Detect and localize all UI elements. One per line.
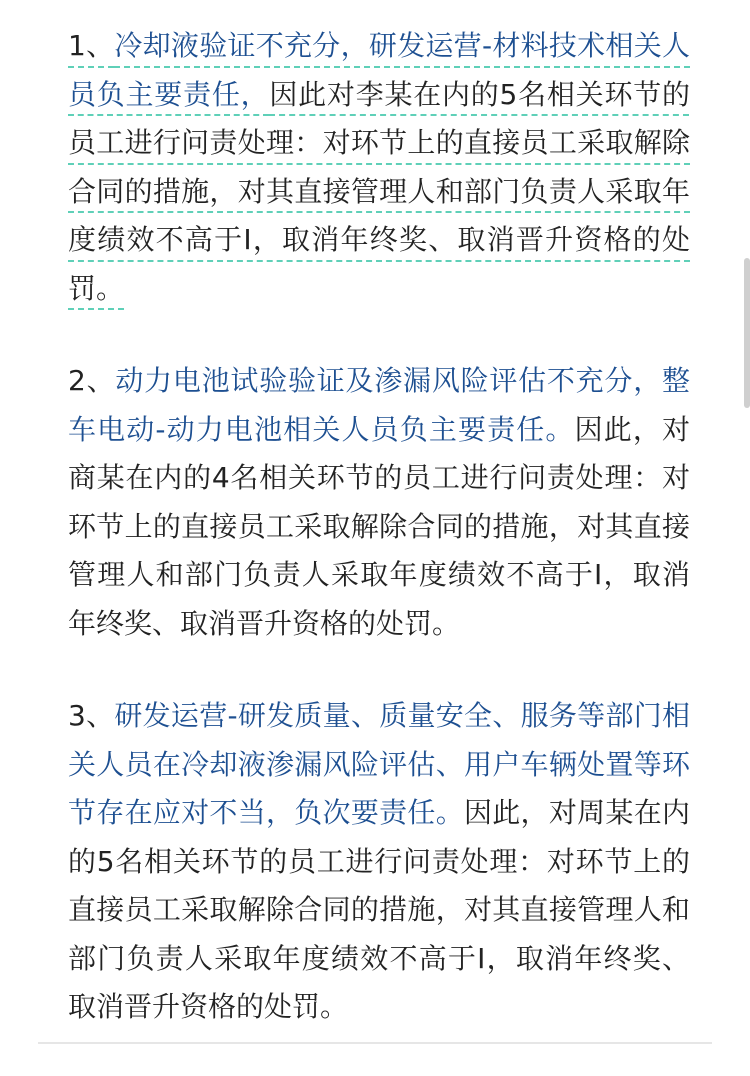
paragraph-1 [68,22,690,313]
paragraph-1-highlight: 冷却液验证不充分，研发运营-材料技术相关人员负主要责任， [68,29,690,111]
paragraph-2-highlight: 动力电池试验验证及渗漏风险评估不充分，整车电动-动力电池相关人员负主要责任。 [68,364,690,446]
paragraph-1-text: 因此对李某在内的5名相关环节的员工进行问责处理：对环节上的直接员工采取解除合同的措施，对其直接管理人和部门负责人采取年度绩效不高于I，取消年终奖、取消晋升资格的处罚。 [68,77,690,305]
paragraph-2-text: 因此，对商某在内的4名相关环节的员工进行问责处理：对环节上的直接员工采取解除合同的措施，对其直接管理人和部门负责人采取年度绩效不高于I，取消年终奖、取消晋升资格的处罚。 [68,412,690,640]
paragraph-1-number: 1、 [68,29,115,62]
paragraph-3 [68,692,690,1032]
paragraph-2 [68,357,690,648]
paragraph-3-number: 3、 [68,699,115,732]
article-body [68,22,690,1076]
paragraph-3-highlight: 研发运营-研发质量、质量安全、服务等部门相关人员在冷却液渗漏风险评估、用户车辆处置等环节存在应对不当，负次要责任。 [68,699,690,829]
scrollbar-thumb[interactable] [744,258,750,408]
divider [38,1042,712,1044]
paragraph-2-number: 2、 [68,364,116,397]
paragraph-3-text: 因此，对周某在内的5名相关环节的员工进行问责处理：对环节上的直接员工采取解除合同的措施，对其直接管理人和部门负责人采取年度绩效不高于I，取消年终奖、取消晋升资格的处罚。 [68,796,690,1023]
